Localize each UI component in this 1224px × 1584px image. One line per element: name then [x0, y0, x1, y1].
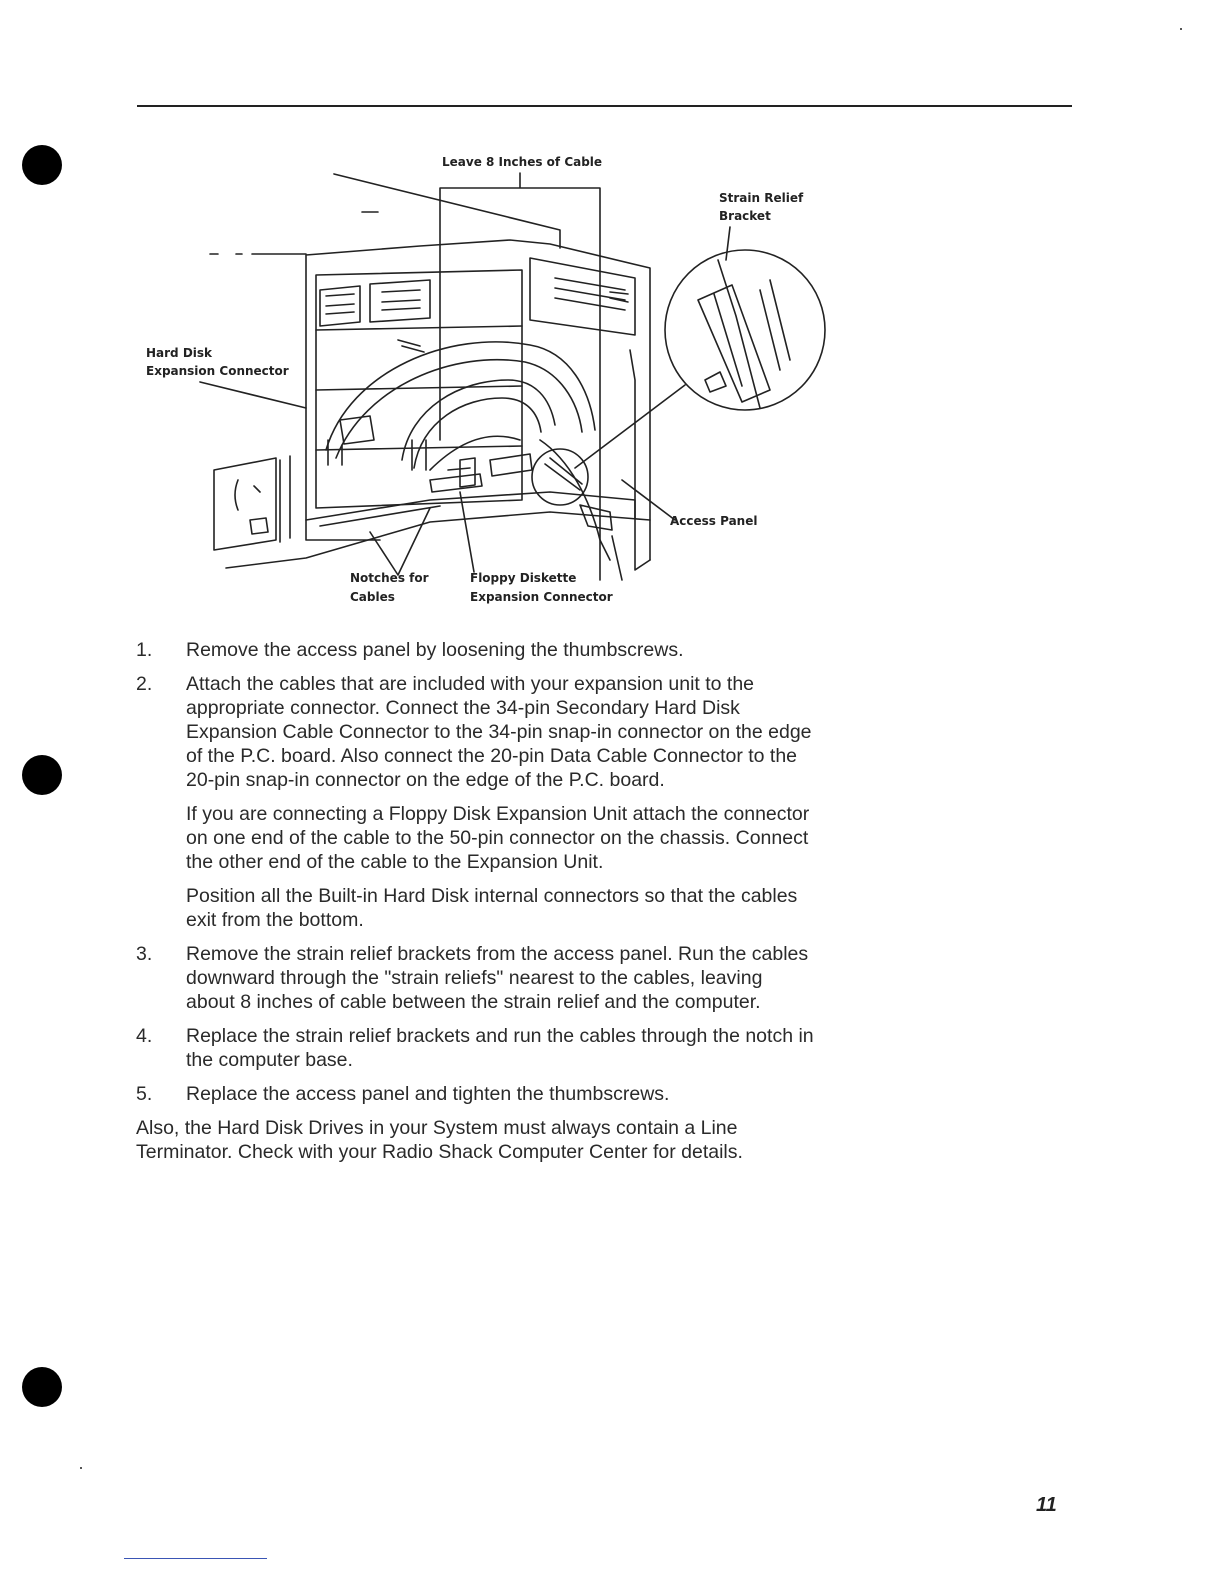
binder-hole-middle: [22, 755, 62, 795]
callout-strain-relief: Bracket: [719, 209, 771, 223]
step-note: Position all the Built-in Hard Disk internal connectors so that the cables exit from the bottom.: [186, 885, 798, 931]
step-note: If you are connecting a Floppy Disk Expansion Unit attach the connector on one end of the cable to the 50-pin connector on the chassis. Connect the other end of the cable to the Expansion Unit.: [186, 803, 810, 873]
closing-paragraph: Also, the Hard Disk Drives in your System must always contain a Line Terminator. Check with your Radio Shack Computer Center for details.: [136, 1117, 743, 1163]
step-text: Attach the cables that are included with your expansion unit to the appropriate connector. Connect the 34-pin Secondary Hard Disk Expansion Cable Connector to the 34-pin snap-in connector on the edge of the P.C. board. Also connect the 20-pin Data Cable Connector to the 20-pin snap-in connector on the edge of the P.C. board.: [186, 673, 812, 791]
step-number: 4.: [136, 1025, 153, 1047]
header-rule: [137, 105, 1072, 107]
step-item: [136, 1082, 816, 1106]
binder-hole-bottom: [22, 1367, 62, 1407]
step-item: [136, 942, 816, 1014]
step-text: Remove the access panel by loosening the thumbscrews.: [186, 639, 684, 661]
step-text: Replace the access panel and tighten the thumbscrews.: [186, 1083, 670, 1105]
installation-steps: [136, 638, 816, 1164]
callout-floppy-connector: Floppy Diskette: [470, 571, 577, 585]
callout-floppy-connector: Expansion Connector: [470, 590, 613, 604]
step-number: 1.: [136, 639, 153, 661]
callout-access-panel: Access Panel: [670, 514, 758, 528]
callout-cable-length: Leave 8 Inches of Cable: [442, 155, 603, 169]
step-item: [136, 638, 816, 662]
step-item: [136, 672, 816, 792]
callout-hard-disk-connector: Hard Disk: [146, 346, 213, 360]
step-text: Remove the strain relief brackets from the access panel. Run the cables downward through the "strain reliefs" nearest to the cables, leaving about 8 inches of cable between the strain relief and the computer.: [186, 943, 809, 1013]
page-number: 11: [1036, 1494, 1057, 1516]
expansion-cable-illustration: [130, 140, 850, 620]
callout-hard-disk-connector: Expansion Connector: [146, 364, 289, 378]
step-text: Replace the strain relief brackets and run the cables through the notch in the computer base.: [186, 1025, 814, 1071]
scan-speck: [80, 1467, 82, 1469]
footer-rule: [124, 1558, 267, 1559]
callout-strain-relief: Strain Relief: [719, 191, 804, 205]
binder-hole-top: [22, 145, 62, 185]
callout-notches: Notches for: [350, 571, 429, 585]
step-number: 2.: [136, 673, 153, 695]
step-number: 5.: [136, 1083, 153, 1105]
scan-speck: [1180, 28, 1182, 30]
callout-notches: Cables: [350, 590, 395, 604]
step-number: 3.: [136, 943, 153, 965]
step-item: [136, 1024, 816, 1072]
